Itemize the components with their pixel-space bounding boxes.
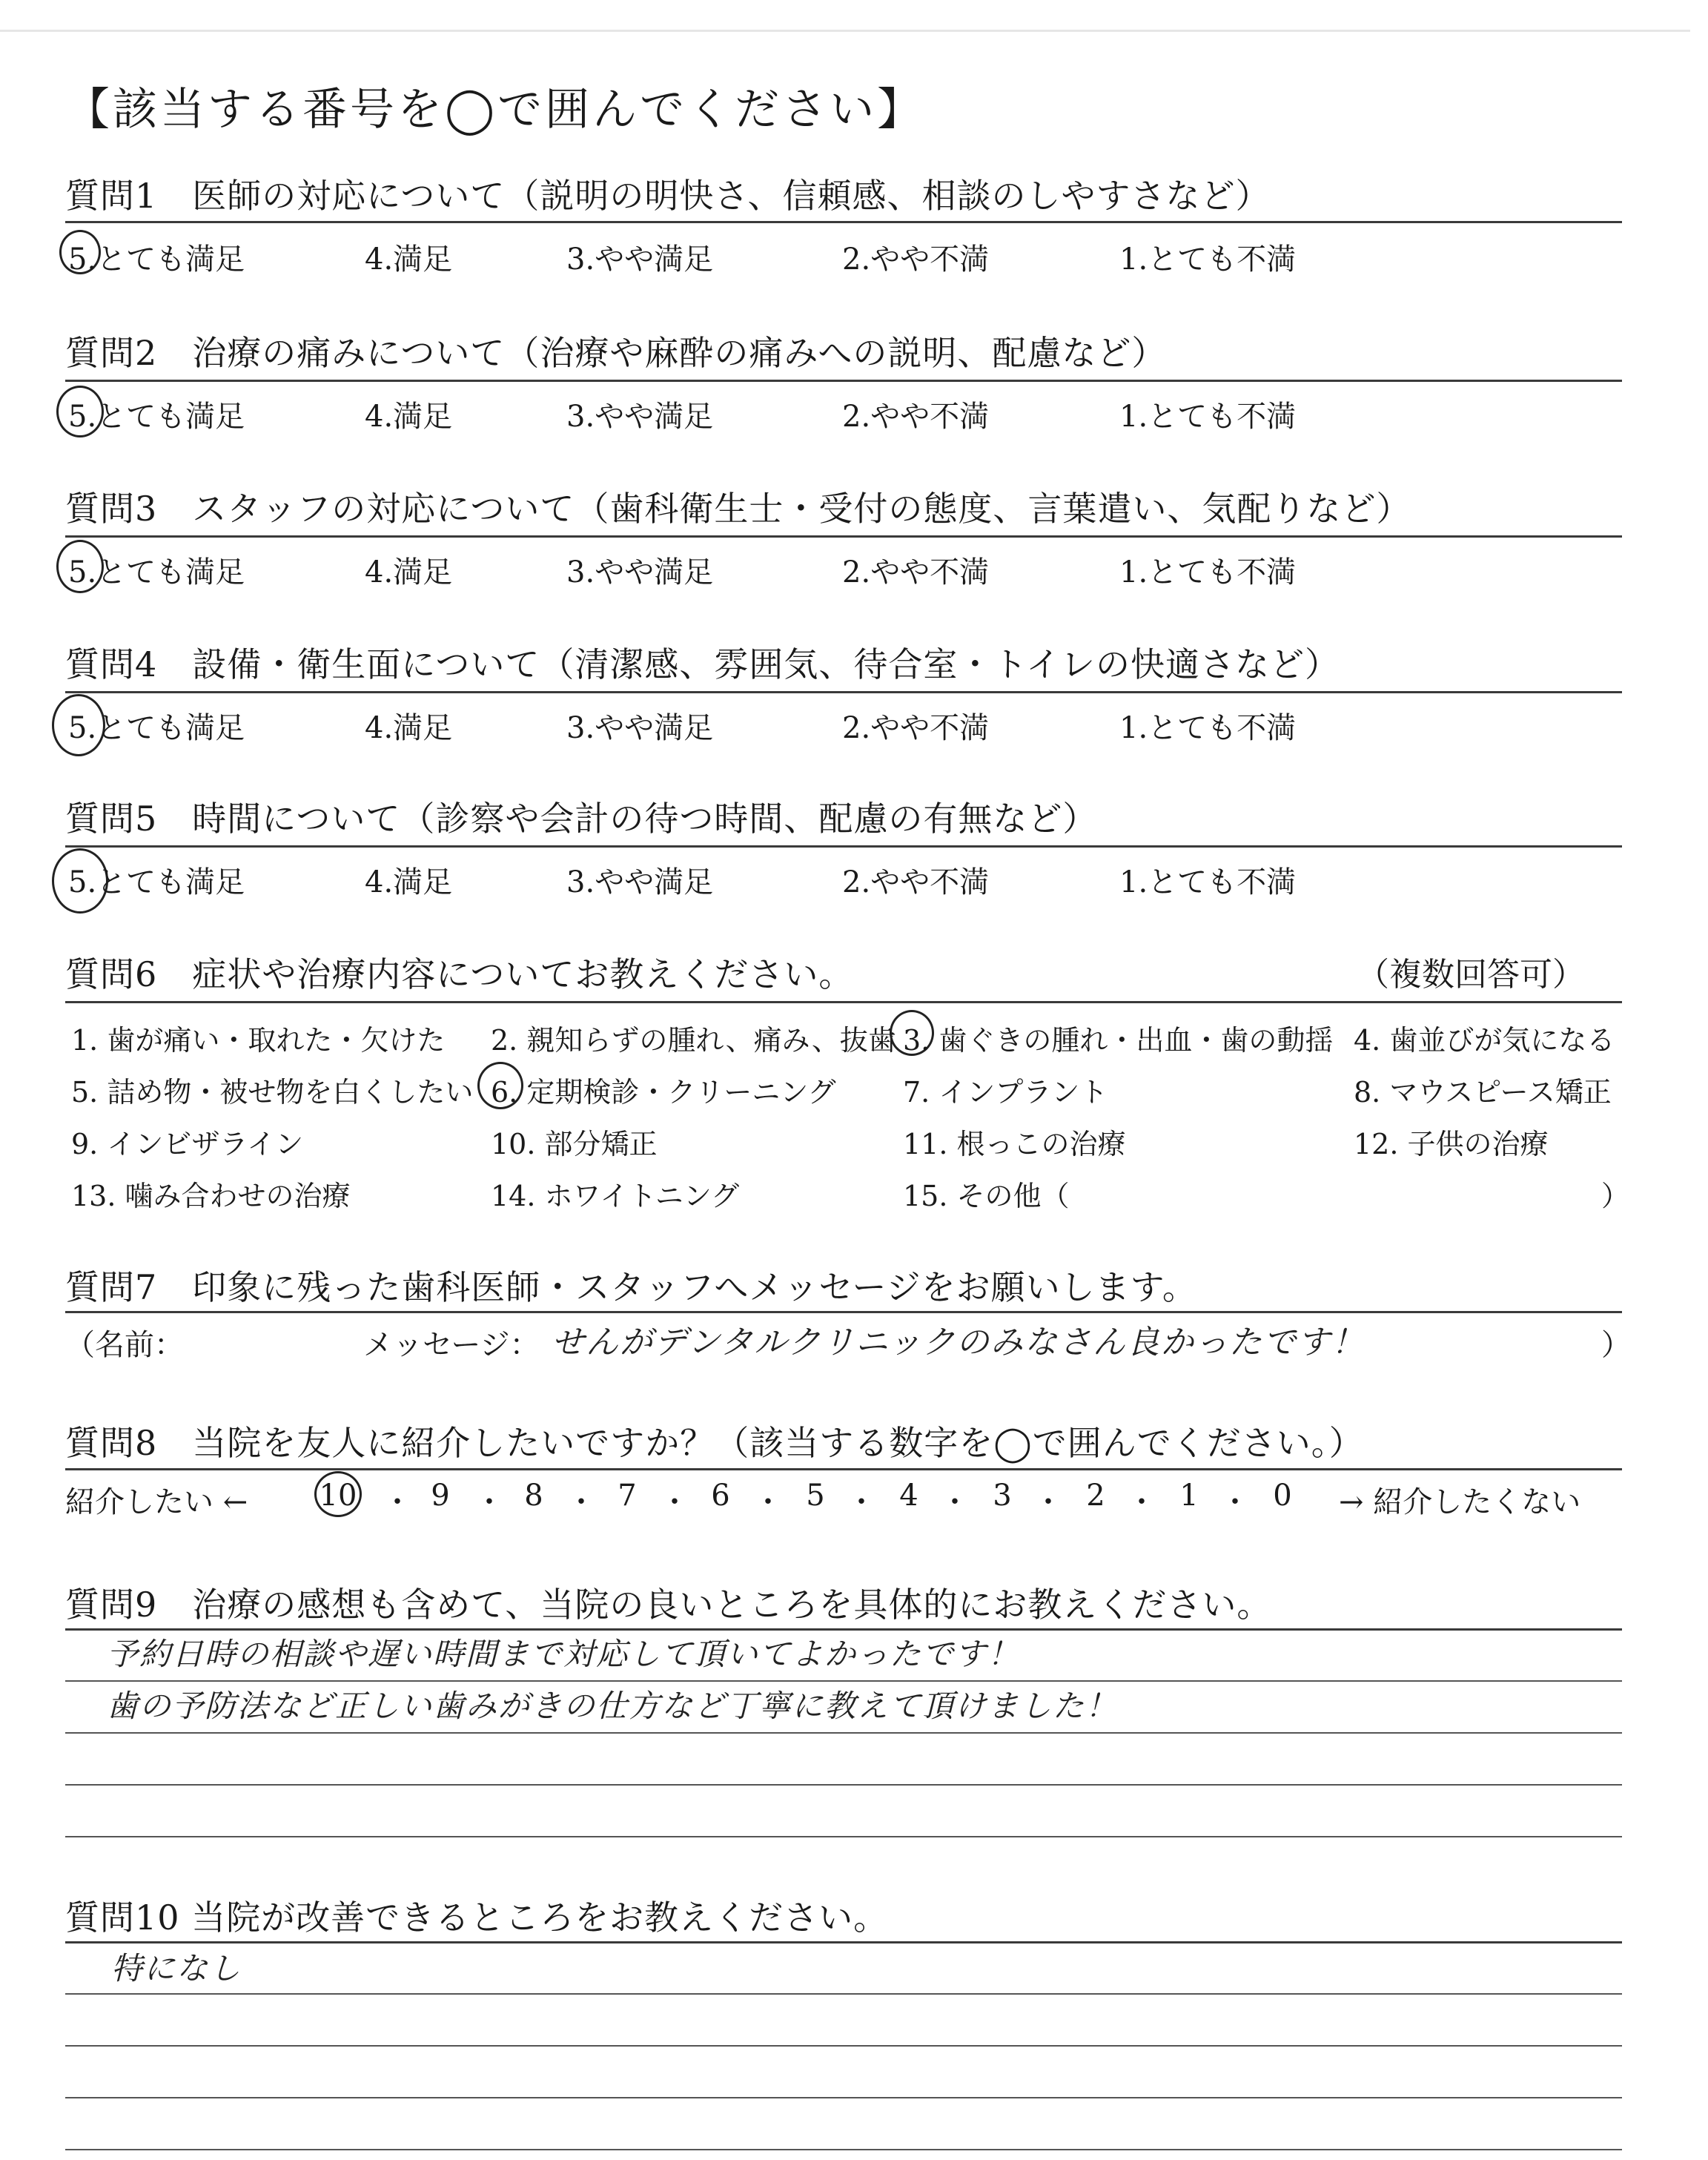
q6-item-11[interactable]: 11. 根っこの治療 xyxy=(903,1128,1126,1160)
message-label: メッセージ： xyxy=(363,1328,540,1362)
scale-separator: ・ xyxy=(474,1485,504,1519)
question-10-title: 質問10 当院が改善できるところをお教えください。 xyxy=(65,1898,889,1938)
question-1-title: 質問1 医師の対応について（説明の明快さ、信頼感、相談のしやすさなど） xyxy=(65,176,1271,216)
question-8-title: 質問8 当院を友人に紹介したいですか？（該当する数字を◯で囲んでください。） xyxy=(65,1423,1364,1463)
answer-line xyxy=(65,2097,1622,2098)
question-2-title: 質問2 治療の痛みについて（治療や麻酔の痛みへの説明、配慮など） xyxy=(65,333,1167,373)
divider xyxy=(65,1311,1622,1313)
q6-item-9[interactable]: 9. インビザライン xyxy=(71,1128,304,1160)
message-handwritten[interactable]: せんがデンタルクリニックのみなさん良かったです！ xyxy=(552,1324,1366,1361)
q3-option-1[interactable]: 1.とても不満 xyxy=(1119,555,1297,589)
scale-2[interactable]: 2 xyxy=(1086,1479,1105,1513)
answer-line xyxy=(65,2045,1622,2047)
question-9-title: 質問9 治療の感想も含めて、当院の良いところを具体的にお教えください。 xyxy=(65,1585,1272,1625)
q1-option-1[interactable]: 1.とても不満 xyxy=(1119,242,1297,277)
q3-option-3[interactable]: 3.やや満足 xyxy=(566,555,714,589)
q6-item-3[interactable]: 3. 歯ぐきの腫れ・出血・歯の動揺 xyxy=(903,1024,1334,1057)
answer-line xyxy=(65,1732,1622,1734)
q4-option-2[interactable]: 2.やや不満 xyxy=(842,711,990,745)
divider xyxy=(65,691,1622,693)
scale-9[interactable]: 9 xyxy=(431,1479,450,1513)
q6-item-13[interactable]: 13. 噛み合わせの治療 xyxy=(71,1180,351,1212)
q6-item-4[interactable]: 4. 歯並びが気になる xyxy=(1354,1024,1615,1057)
q6-other-close-paren: ） xyxy=(1601,1180,1630,1212)
q3-option-2[interactable]: 2.やや不満 xyxy=(842,555,990,589)
scale-separator: ・ xyxy=(1220,1485,1250,1519)
q9-answer-line-2[interactable]: 歯の予防法など正しい歯みがきの仕方など丁寧に教えて頂けました！ xyxy=(107,1688,1119,1724)
multiple-answers-note: （複数回答可） xyxy=(1357,956,1585,994)
answer-line xyxy=(65,1784,1622,1786)
scale-10[interactable]: 10 xyxy=(319,1479,357,1513)
scale-1[interactable]: 1 xyxy=(1179,1479,1199,1513)
scale-5[interactable]: 5 xyxy=(806,1479,825,1513)
scale-8[interactable]: 8 xyxy=(524,1479,543,1513)
q6-item-10[interactable]: 10. 部分矯正 xyxy=(491,1128,658,1160)
divider xyxy=(65,380,1622,382)
q6-item-6[interactable]: 6. 定期検診・クリーニング xyxy=(491,1076,836,1109)
q6-item-8[interactable]: 8. マウスピース矯正 xyxy=(1354,1076,1612,1109)
scale-separator: ・ xyxy=(1127,1485,1156,1519)
recommend-right-label: → 紹介したくない xyxy=(1339,1485,1581,1519)
top-border xyxy=(0,30,1690,32)
q5-option-2[interactable]: 2.やや不満 xyxy=(842,865,990,899)
q2-option-2[interactable]: 2.やや不満 xyxy=(842,400,990,434)
recommend-left-label: 紹介したい ← xyxy=(65,1485,248,1519)
q3-option-5[interactable]: 5.とても満足 xyxy=(68,555,245,589)
q4-option-3[interactable]: 3.やや満足 xyxy=(566,711,714,745)
q7-close-paren: ） xyxy=(1601,1328,1631,1362)
scale-6[interactable]: 6 xyxy=(711,1479,730,1513)
q6-item-14[interactable]: 14. ホワイトニング xyxy=(491,1180,740,1212)
q2-option-1[interactable]: 1.とても不満 xyxy=(1119,400,1297,434)
scale-separator: ・ xyxy=(383,1485,412,1519)
q6-item-5[interactable]: 5. 詰め物・被せ物を白くしたい xyxy=(71,1076,474,1109)
q10-answer[interactable]: 特になし xyxy=(111,1950,242,1986)
q5-option-3[interactable]: 3.やや満足 xyxy=(566,865,714,899)
q6-item-1[interactable]: 1. 歯が痛い・取れた・欠けた xyxy=(71,1024,446,1057)
scale-separator: ・ xyxy=(940,1485,970,1519)
q6-item-7[interactable]: 7. インプラント xyxy=(903,1076,1108,1109)
scale-separator: ・ xyxy=(1033,1485,1063,1519)
scale-separator: ・ xyxy=(847,1485,876,1519)
q1-option-5[interactable]: 5.とても満足 xyxy=(68,242,245,277)
scale-3[interactable]: 3 xyxy=(993,1479,1012,1513)
divider xyxy=(65,845,1622,848)
q5-option-5[interactable]: 5.とても満足 xyxy=(68,865,245,899)
question-5-title: 質問5 時間について（診察や会計の待つ時間、配慮の有無など） xyxy=(65,799,1098,839)
scale-4[interactable]: 4 xyxy=(899,1479,918,1513)
q2-option-5[interactable]: 5.とても満足 xyxy=(68,400,245,434)
name-label: （名前： xyxy=(65,1328,184,1362)
question-3-title: 質問3 スタッフの対応について（歯科衛生士・受付の態度、言葉遣い、気配りなど） xyxy=(65,489,1411,529)
q4-option-5[interactable]: 5.とても満足 xyxy=(68,711,245,745)
q5-option-1[interactable]: 1.とても不満 xyxy=(1119,865,1297,899)
q6-item-12[interactable]: 12. 子供の治療 xyxy=(1354,1128,1549,1160)
q4-option-4[interactable]: 4.満足 xyxy=(365,711,453,745)
q5-option-4[interactable]: 4.満足 xyxy=(365,865,453,899)
scale-0[interactable]: 0 xyxy=(1273,1479,1292,1513)
q1-option-2[interactable]: 2.やや不満 xyxy=(842,242,990,277)
q4-option-1[interactable]: 1.とても不満 xyxy=(1119,711,1297,745)
question-6-title: 質問6 症状や治療内容についてお教えください。 xyxy=(65,954,854,994)
scale-separator: ・ xyxy=(660,1485,689,1519)
q3-option-4[interactable]: 4.満足 xyxy=(365,555,453,589)
q1-option-3[interactable]: 3.やや満足 xyxy=(566,242,714,277)
answer-line xyxy=(65,2149,1622,2150)
divider xyxy=(65,1001,1622,1003)
scale-separator: ・ xyxy=(753,1485,783,1519)
question-7-title: 質問7 印象に残った歯科医師・スタッフへメッセージをお願いします。 xyxy=(65,1267,1197,1307)
page-heading: 【該当する番号を◯で囲んでください】 xyxy=(65,84,925,136)
answer-line xyxy=(65,1836,1622,1837)
divider xyxy=(65,1941,1622,1943)
q6-item-2[interactable]: 2. 親知らずの腫れ、痛み、抜歯 xyxy=(491,1024,896,1057)
q1-option-4[interactable]: 4.満足 xyxy=(365,242,453,277)
q6-item-15[interactable]: 15. その他（ xyxy=(903,1180,1070,1212)
divider xyxy=(65,221,1622,223)
answer-line xyxy=(65,1993,1622,1995)
divider xyxy=(65,1468,1622,1470)
q2-option-3[interactable]: 3.やや満足 xyxy=(566,400,714,434)
divider xyxy=(65,535,1622,538)
q9-answer-line-1[interactable]: 予約日時の相談や遅い時間まで対応して頂いてよかったです！ xyxy=(107,1636,1021,1672)
scale-separator: ・ xyxy=(566,1485,596,1519)
question-4-title: 質問4 設備・衛生面について（清潔感、雰囲気、待合室・トイレの快適さなど） xyxy=(65,644,1340,684)
q2-option-4[interactable]: 4.満足 xyxy=(365,400,453,434)
scale-7[interactable]: 7 xyxy=(618,1479,637,1513)
